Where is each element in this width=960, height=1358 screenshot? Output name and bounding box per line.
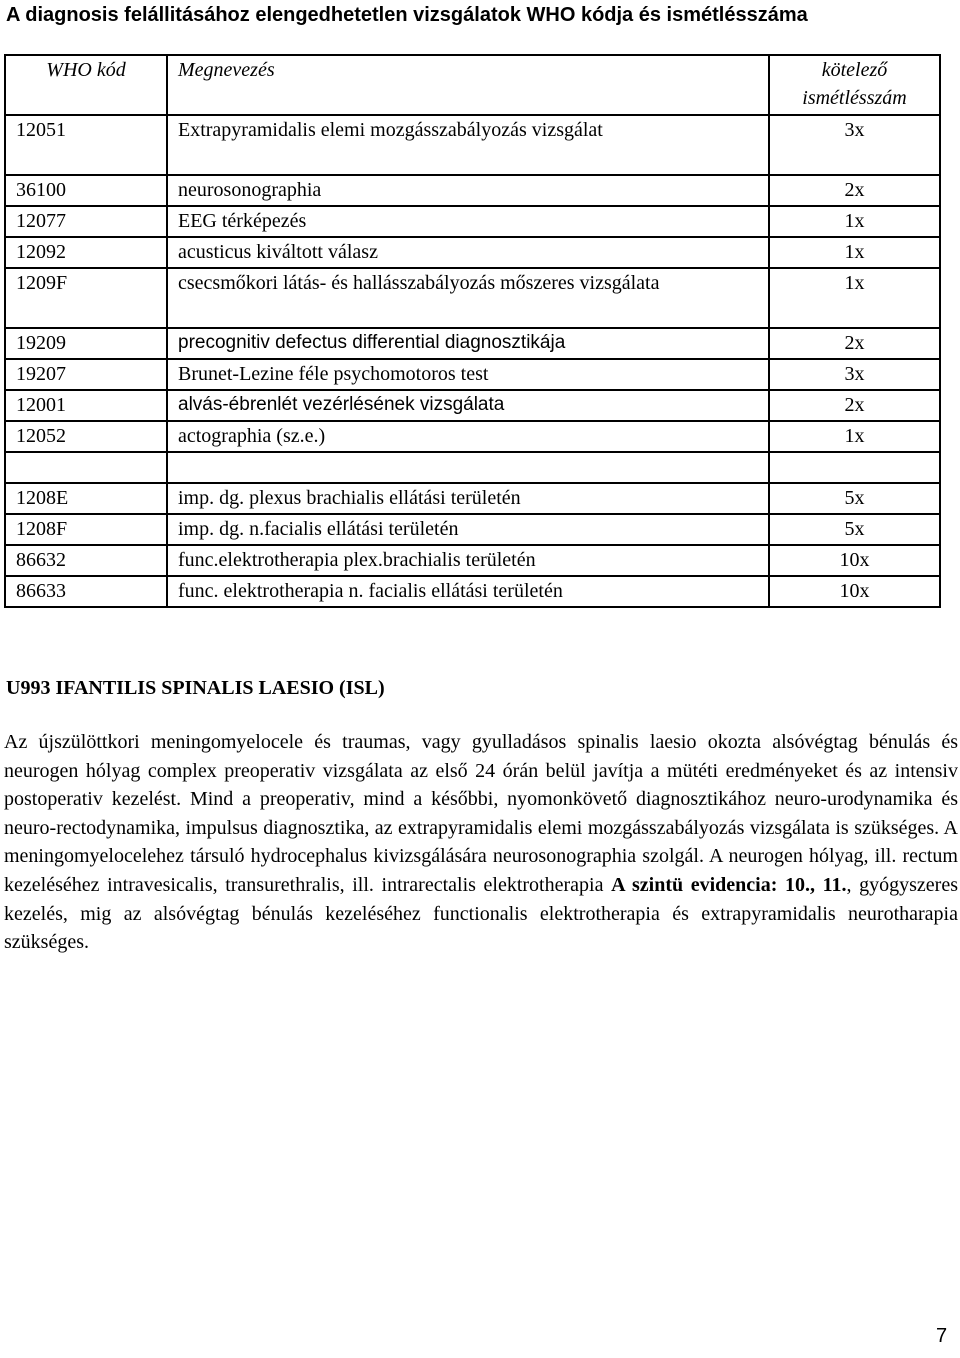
table-row bbox=[5, 328, 940, 359]
cell-code: 36100 bbox=[5, 175, 167, 206]
cell-code: 12092 bbox=[5, 237, 167, 268]
table-row bbox=[5, 390, 940, 421]
cell-name: func. elektrotherapia n. facialis ellátási területén bbox=[167, 576, 769, 607]
header-repeat-count: kötelező ismétlésszám bbox=[769, 55, 940, 115]
cell-code bbox=[5, 452, 167, 483]
cell-name: imp. dg. n.facialis ellátási területén bbox=[167, 514, 769, 545]
cell-count: 5x bbox=[769, 514, 940, 545]
cell-code: 12051 bbox=[5, 115, 167, 175]
table-row bbox=[5, 359, 940, 390]
table-row bbox=[5, 115, 940, 175]
page-number: 7 bbox=[936, 1325, 948, 1347]
cell-count: 10x bbox=[769, 545, 940, 576]
cell-name: precognitiv defectus differential diagnosztikája bbox=[167, 328, 769, 359]
header-who-code: WHO kód bbox=[5, 55, 167, 115]
table-row bbox=[5, 545, 940, 576]
cell-count: 2x bbox=[769, 328, 940, 359]
who-code-table bbox=[4, 54, 941, 608]
cell-count: 1x bbox=[769, 268, 940, 328]
cell-code: 12001 bbox=[5, 390, 167, 421]
cell-count: 3x bbox=[769, 115, 940, 175]
cell-code: 19207 bbox=[5, 359, 167, 390]
table-row bbox=[5, 206, 940, 237]
table-header-row bbox=[5, 55, 940, 115]
cell-count: 10x bbox=[769, 576, 940, 607]
cell-name: Extrapyramidalis elemi mozgásszabályozás vizsgálat bbox=[167, 115, 769, 175]
table-row bbox=[5, 576, 940, 607]
cell-count: 1x bbox=[769, 237, 940, 268]
cell-code: 1209F bbox=[5, 268, 167, 328]
cell-code: 1208E bbox=[5, 483, 167, 514]
evidence-level: A szintü evidencia: 10., 11. bbox=[611, 873, 847, 896]
cell-count: 5x bbox=[769, 483, 940, 514]
table-row bbox=[5, 175, 940, 206]
cell-count: 2x bbox=[769, 390, 940, 421]
cell-name: csecsmőkori látás- és hallásszabályozás mőszeres vizsgálata bbox=[167, 268, 769, 328]
cell-count: 1x bbox=[769, 206, 940, 237]
cell-count bbox=[769, 452, 940, 483]
cell-code: 12052 bbox=[5, 421, 167, 452]
table-row-empty bbox=[5, 452, 940, 483]
table-row bbox=[5, 237, 940, 268]
cell-count: 3x bbox=[769, 359, 940, 390]
table-row bbox=[5, 514, 940, 545]
paragraph-text: Az újszülöttkori meningomyelocele és traumas, vagy gyulladásos spinalis laesio okozta alsóvégtag bénulás és neurogen hólyag complex preoperativ vizsgálata az első 24 órán belül javítja a mütéti eredményeket és az intensiv postoperativ kezelést. Mind a preoperativ, mind a későbbi, nyomonkövető diagnosztikához neuro-urodynamika és neuro-rectodynamika, impulsus diagnosztika, az extrapyramidalis elemi mozgásszabályozás vizsgálata is szükséges. A meningomyelocelehez társuló hydrocephalus kivizsgálására neurosonographia szolgál. A neurogen hólyag, ill. rectum kezeléséhez intravesicalis, transurethralis, ill. intrarectalis elektrotherapia bbox=[4, 731, 958, 896]
paragraph-text-end: , gyógyszeres kezelés, mig az alsóvégtag bénulás kezeléséhez functionalis elektrotherapia és extrapyramidalis neurotharapia szükséges. bbox=[4, 873, 958, 954]
cell-name bbox=[167, 452, 769, 483]
cell-name: alvás-ébrenlét vezérlésének vizsgálata bbox=[167, 390, 769, 421]
cell-code: 86632 bbox=[5, 545, 167, 576]
section-title: U993 IFANTILIS SPINALIS LAESIO (ISL) bbox=[6, 677, 385, 699]
table-row bbox=[5, 268, 940, 328]
cell-name: actographia (sz.e.) bbox=[167, 421, 769, 452]
cell-code: 1208F bbox=[5, 514, 167, 545]
header-name: Megnevezés bbox=[167, 55, 769, 115]
cell-name: imp. dg. plexus brachialis ellátási területén bbox=[167, 483, 769, 514]
cell-name: EEG térképezés bbox=[167, 206, 769, 237]
cell-code: 86633 bbox=[5, 576, 167, 607]
body-paragraph bbox=[4, 728, 958, 957]
cell-name: Brunet-Lezine féle psychomotoros test bbox=[167, 359, 769, 390]
table-row bbox=[5, 483, 940, 514]
cell-code: 19209 bbox=[5, 328, 167, 359]
cell-code: 12077 bbox=[5, 206, 167, 237]
page-heading: A diagnosis felállitásához elengedhetetlen vizsgálatok WHO kódja és ismétlésszáma bbox=[6, 4, 808, 26]
cell-name: neurosonographia bbox=[167, 175, 769, 206]
cell-count: 2x bbox=[769, 175, 940, 206]
cell-name: func.elektrotherapia plex.brachialis területén bbox=[167, 545, 769, 576]
cell-count: 1x bbox=[769, 421, 940, 452]
cell-name: acusticus kiváltott válasz bbox=[167, 237, 769, 268]
table-row bbox=[5, 421, 940, 452]
